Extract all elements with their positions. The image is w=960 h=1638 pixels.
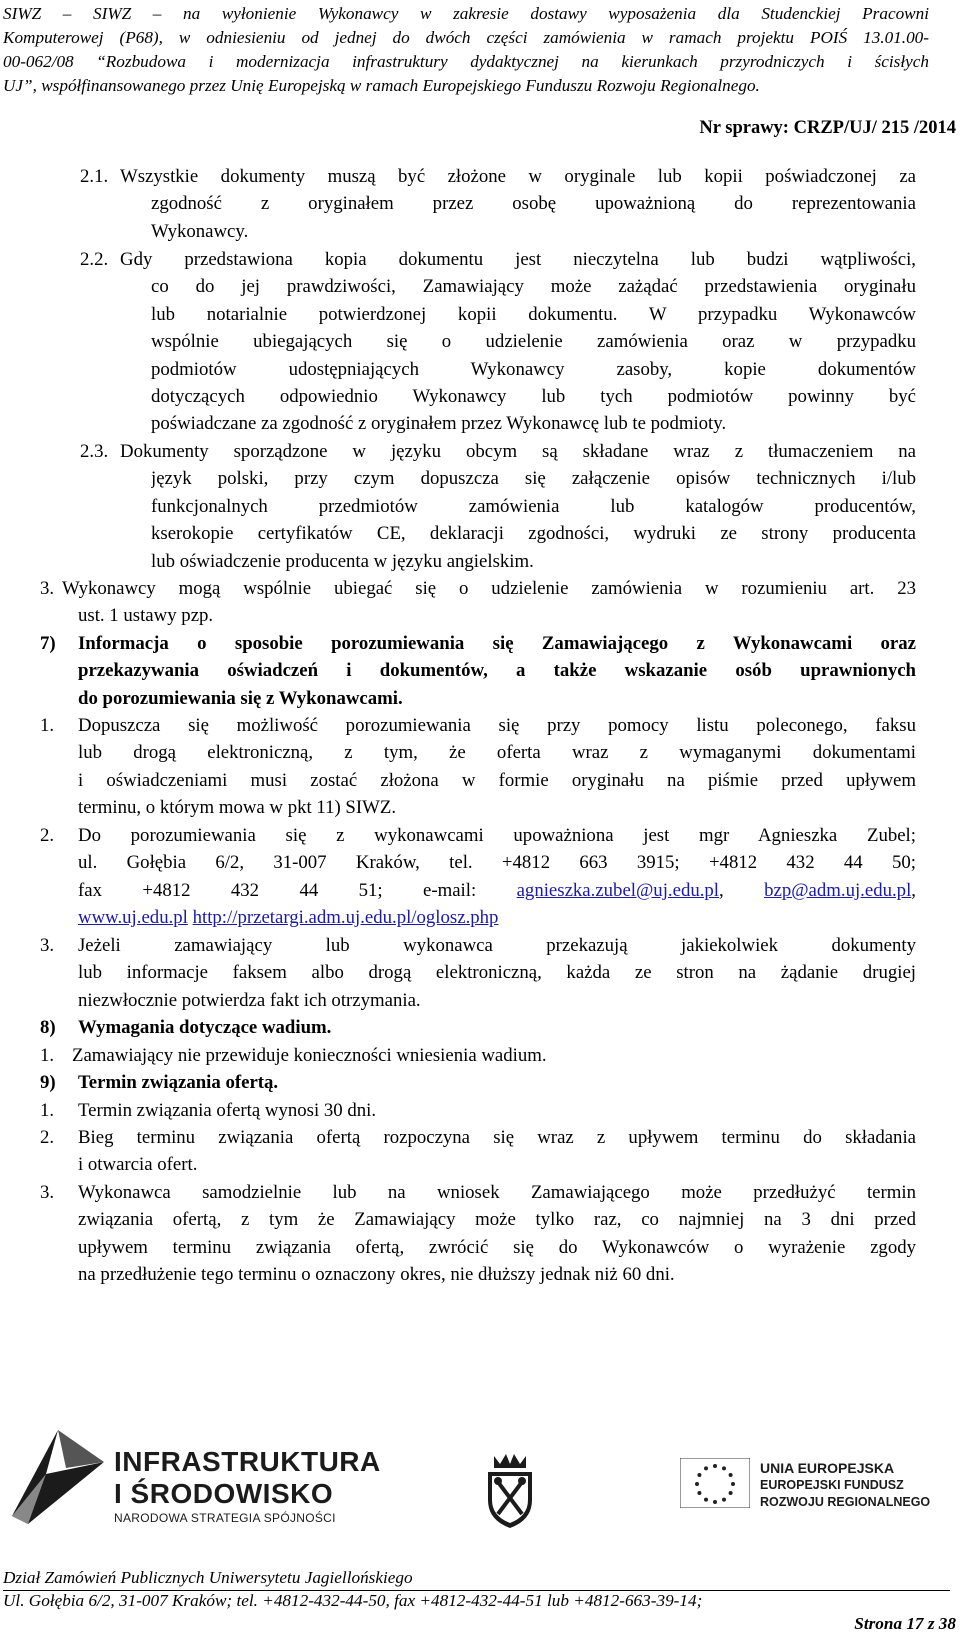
- document-header: [3, 2, 929, 98]
- paragraph-2-2: [120, 246, 916, 438]
- section-9-heading: Termin związania ofertą.: [78, 1072, 279, 1093]
- paragraph-9-1: Termin związania ofertą wynosi 30 dni.: [78, 1100, 377, 1121]
- header-line: Komputerowej (P68), w odniesieniu od jednej do dwóch części zamówienia w ramach projektu POIŚ 13.01.00-: [3, 28, 929, 47]
- text-line: język polski, przy czym dopuszcza się załączenie opisów technicznych i/lub: [151, 468, 916, 490]
- text-line: dotyczących odpowiednio Wykonawcy lub tych podmiotów powinny być: [151, 385, 916, 407]
- logo-text: I ŚRODOWISKO: [114, 1478, 334, 1509]
- paragraph-2-3: [120, 438, 916, 575]
- item-number: 2.3.: [80, 441, 109, 462]
- text-line: poświadczane za zgodność z oryginałem przez Wykonawcę lub te podmioty.: [151, 413, 727, 435]
- eu-erdf-logo: [680, 1458, 950, 1518]
- logo-text: UNIA EUROPEJSKA: [760, 1460, 895, 1476]
- text-line: Dokumenty sporządzone w języku obcym są składane wraz z tłumaczeniem na: [120, 441, 916, 462]
- paragraph-9-2: [78, 1124, 916, 1179]
- text-line: i otwarcia ofert.: [78, 1154, 198, 1176]
- logo-text: EUROPEJSKI FUNDUSZ: [760, 1478, 904, 1492]
- header-line: SIWZ – SIWZ – na wyłonienie Wykonawcy w zakresie dostawy wyposażenia dla Studenckiej Pracowni: [3, 4, 929, 23]
- case-number: Nr sprawy: CRZP/UJ/ 215 /2014: [699, 118, 956, 138]
- separator: ,: [911, 879, 916, 901]
- text-line: na przedłużenie tego terminu o oznaczony okres, nie dłuższy jednak niż 60 dni.: [78, 1264, 675, 1286]
- header-line: 00-062/08 “Rozbudowa i modernizacja infrastruktury dydaktycznej na kierunkach przyrodniczych i ścisłych: [3, 52, 929, 71]
- text-line: Dopuszcza się możliwość porozumiewania się przy pomocy listu poleconego, faksu: [78, 715, 916, 736]
- text-line: ul. Gołębia 6/2, 31-007 Kraków, tel. +4812 663 3915; +4812 432 44 50;: [78, 852, 916, 874]
- text-line: Do porozumiewania się z wykonawcami upoważniona jest mgr Agnieszka Zubel;: [78, 825, 916, 846]
- header-line: UJ”, współfinansowanego przez Unię Europejską w ramach Europejskiego Funduszu Rozwoju Regionalnego.: [3, 76, 760, 95]
- section-8-heading: Wymagania dotyczące wadium.: [78, 1017, 332, 1038]
- logo-text: ROZWOJU REGIONALNEGO: [760, 1495, 931, 1509]
- text-line: Gdy przedstawiona kopia dokumentu jest nieczytelna lub budzi wątpliwości,: [120, 249, 916, 270]
- paragraph-8-1: Zamawiający nie przewiduje konieczności wniesienia wadium.: [72, 1045, 547, 1066]
- item-number: 3.: [40, 1182, 55, 1203]
- links-line: [78, 904, 916, 931]
- item-number: 1.: [40, 1100, 55, 1121]
- text-line: Informacja o sposobie porozumiewania się Zamawiającego z Wykonawcami oraz: [78, 633, 916, 654]
- text-line: niezwłocznie potwierdza fakt ich otrzymania.: [78, 989, 421, 1011]
- section-number: 8): [40, 1017, 56, 1038]
- text-line: Wykonawcy mogą wspólnie ubiegać się o udzielenie zamówienia w rozumieniu art. 23: [62, 578, 916, 599]
- text-line: związania ofertą, z tym że Zamawiający może tylko raz, co najmniej na 3 dni przed: [78, 1209, 916, 1231]
- footer-line: Ul. Gołębia 6/2, 31-007 Kraków; tel. +4812-432-44-50, fax +4812-432-44-51 lub +4812-663-39-14;: [3, 1591, 703, 1610]
- tender-url-link[interactable]: http://przetargi.adm.uj.edu.pl/oglosz.php: [192, 907, 499, 929]
- item-number: 3.: [40, 935, 55, 956]
- paragraph-3: [62, 575, 916, 630]
- item-number: 3.: [40, 578, 55, 599]
- document-footer: [3, 1566, 953, 1612]
- text-line: funkcjonalnych przedmiotów zamówienia lub katalogów producentów,: [151, 495, 916, 517]
- text-line: przekazywania oświadczeń i dokumentów, a także wskazanie osób uprawnionych: [78, 660, 916, 682]
- uj-crest-logo: [480, 1450, 540, 1530]
- item-number: 2.1.: [80, 166, 109, 187]
- page-number: Strona 17 z 38: [854, 1614, 956, 1633]
- eu-flag-icon: [680, 1458, 750, 1508]
- fax-label: fax +4812 432 44 51; e-mail:: [78, 879, 477, 901]
- email-link-zubel[interactable]: agnieszka.zubel@uj.edu.pl: [516, 879, 720, 901]
- text-line: podmiotów udostępniających Wykonawcy zasoby, kopie dokumentów: [151, 358, 916, 380]
- item-number: 2.: [40, 825, 55, 846]
- paragraph-2-1: [120, 163, 916, 245]
- separator: ,: [719, 879, 724, 901]
- crest-icon: [480, 1450, 540, 1530]
- logo-text: INFRASTRUKTURA: [114, 1446, 381, 1477]
- section-number: 9): [40, 1072, 56, 1093]
- text-line: terminu, o którym mowa w pkt 11) SIWZ.: [78, 797, 397, 819]
- text-line: Bieg terminu związania ofertą rozpoczyna się wraz z upływem terminu do składania: [78, 1127, 916, 1148]
- footer-line: Dział Zamówień Publicznych Uniwersytetu Jagiellońskiego: [3, 1568, 413, 1587]
- text-line: upływem terminu związania ofertą, zwrócić się do Wykonawców o wyrażenie zgody: [78, 1236, 916, 1258]
- logo-text: NARODOWA STRATEGIA SPÓJNOŚCI: [114, 1511, 336, 1525]
- infrastruktura-srodowisko-logo: [6, 1428, 381, 1528]
- text-line: wspólnie ubiegających się o udzielenie zamówienia oraz w przypadku: [151, 331, 916, 353]
- text-line: Wykonawcy.: [151, 220, 249, 242]
- section-7-heading: [78, 630, 916, 712]
- contact-line: [78, 877, 916, 904]
- email-link-bzp[interactable]: bzp@adm.uj.edu.pl: [764, 879, 912, 901]
- text-line: do porozumiewania się z Wykonawcami.: [78, 687, 403, 709]
- funding-logos: [0, 1420, 960, 1570]
- text-line: kserokopie certyfikatów CE, deklaracji zgodności, wydruki ze strony producenta: [151, 523, 916, 545]
- item-number: 2.: [40, 1127, 55, 1148]
- website-link[interactable]: www.uj.edu.pl: [78, 907, 188, 929]
- item-number: 2.2.: [80, 249, 109, 270]
- text-line: lub oświadczenie producenta w języku angielskim.: [151, 550, 534, 572]
- text-line: Jeżeli zamawiający lub wykonawca przekazują jakiekolwiek dokumenty: [78, 935, 916, 956]
- item-number: 1.: [40, 715, 55, 736]
- text-line: lub notarialnie potwierdzonej kopii dokumentu. W przypadku Wykonawców: [151, 303, 916, 325]
- paragraph-7-3: [78, 932, 916, 1014]
- section-number: 7): [40, 633, 56, 654]
- paragraph-7-1: [78, 712, 916, 822]
- paragraph-7-2: [78, 822, 916, 932]
- paragraph-9-3: [78, 1179, 916, 1289]
- footer-divider: [3, 1590, 950, 1591]
- text-line: co do jej prawdziwości, Zamawiający może zażądać przedstawienia oryginału: [151, 276, 916, 298]
- nss-emblem-icon: [6, 1428, 106, 1528]
- text-line: Wykonawca samodzielnie lub na wniosek Zamawiającego może przedłużyć termin: [78, 1182, 916, 1203]
- item-number: 1.: [40, 1045, 55, 1066]
- text-line: Wszystkie dokumenty muszą być złożone w oryginale lub kopii poświadczonej za: [120, 166, 916, 187]
- text-line: i oświadczeniami musi zostać złożona w formie oryginału na piśmie przed upływem: [78, 769, 916, 791]
- text-line: ust. 1 ustawy pzp.: [78, 605, 214, 627]
- text-line: lub informacje faksem albo drogą elektroniczną, każda ze stron na żądanie drugiej: [78, 962, 916, 984]
- text-line: lub drogą elektroniczną, z tym, że oferta wraz z wymaganymi dokumentami: [78, 742, 916, 764]
- text-line: zgodność z oryginałem przez osobę upoważnioną do reprezentowania: [151, 193, 916, 215]
